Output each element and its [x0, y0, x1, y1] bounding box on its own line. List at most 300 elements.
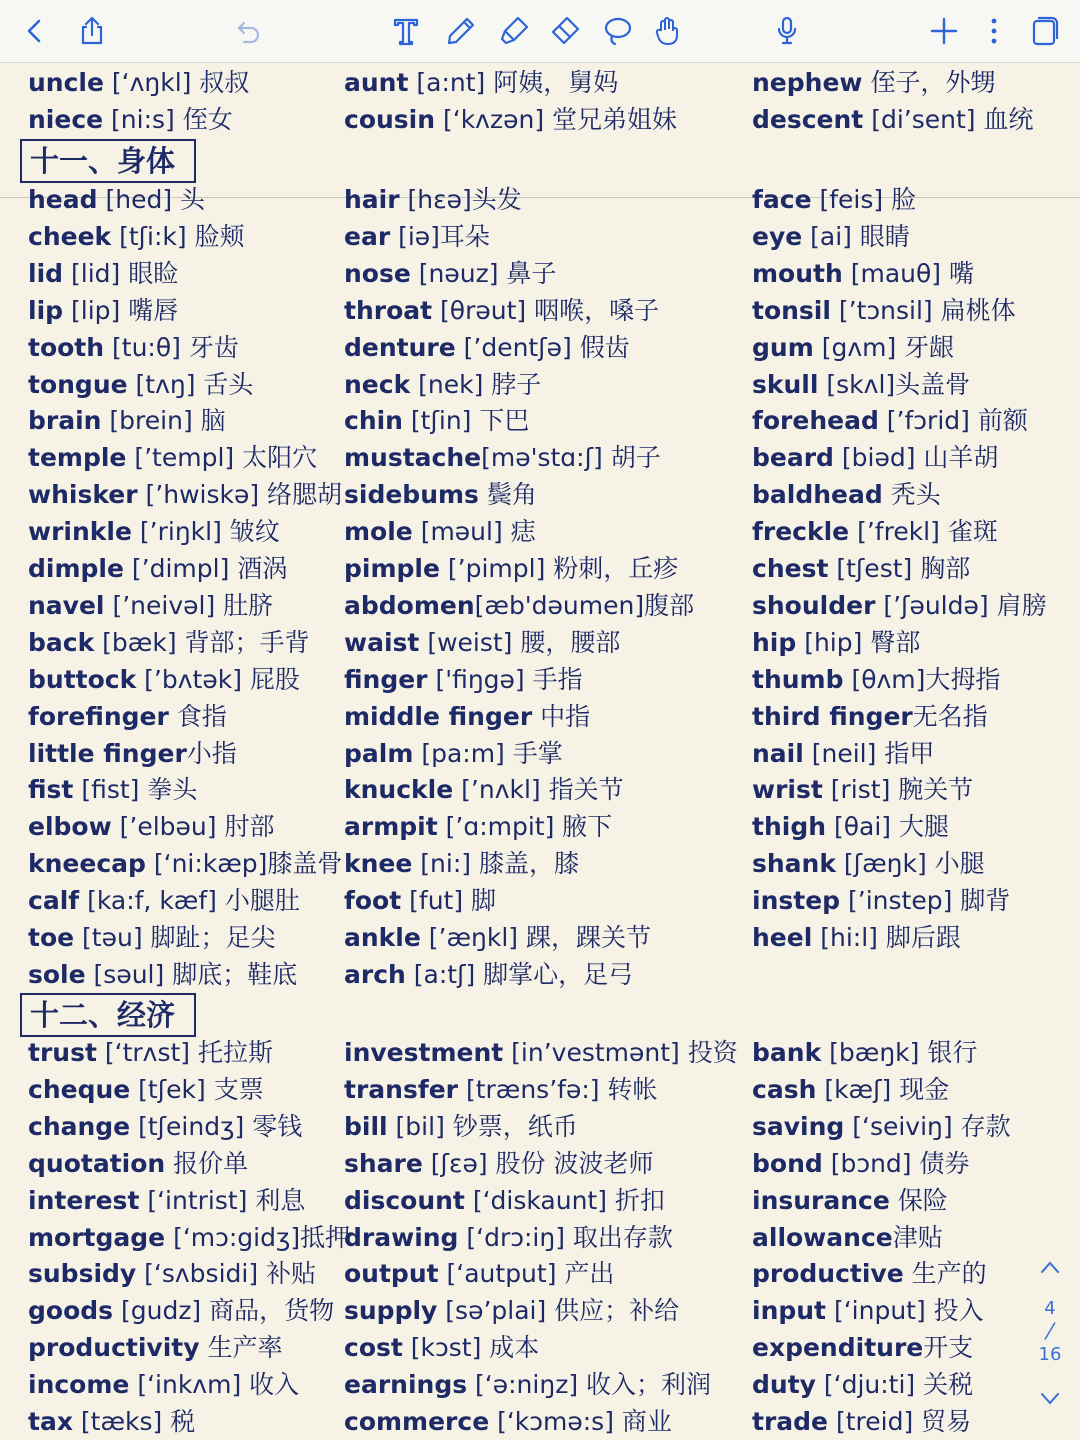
vocab-entry — [28, 665, 300, 695]
vocab-word: buttock — [28, 664, 137, 694]
vocab-definition: [sə’plai] 供应；补给 — [437, 1296, 680, 1326]
vocab-entry — [344, 517, 536, 547]
vocab-word: income — [28, 1370, 130, 1400]
vocab-word: quotation — [28, 1148, 166, 1178]
vocab-word: baldhead — [752, 480, 883, 510]
vocab-entry — [752, 1149, 969, 1179]
vocab-definition: [treid] 贸易 — [828, 1407, 972, 1436]
vocab-entry — [752, 886, 1010, 916]
vocab-entry — [28, 105, 233, 135]
vocab-definition: [nəuz] 鼻子 — [410, 258, 557, 288]
vocab-word: bill — [344, 1111, 388, 1141]
vocab-word: instep — [752, 886, 841, 916]
vocab-entry — [28, 1186, 305, 1216]
vocab-word: calf — [28, 886, 80, 916]
vocab-entry — [344, 222, 490, 252]
vocab-entry — [344, 923, 651, 953]
vocab-word: change — [28, 1111, 131, 1141]
vocab-entry — [28, 68, 249, 98]
vocab-word: tonsil — [752, 295, 831, 325]
vocab-entry — [752, 1370, 973, 1400]
vocab-word: face — [752, 185, 812, 214]
vocab-definition: 食指 — [168, 701, 227, 731]
vocab-entry — [28, 1112, 302, 1142]
vocab-entry — [752, 1223, 943, 1253]
vocab-entry — [344, 105, 677, 135]
vocab-definition: 生产的 — [903, 1259, 987, 1289]
vocab-word: hair — [344, 185, 400, 214]
highlighter-icon[interactable] — [496, 12, 532, 50]
vocab-entry — [752, 1075, 949, 1105]
vocab-entry — [752, 222, 910, 252]
vocab-definition: 中指 — [532, 701, 591, 731]
vocab-definition: [tʃest] 胸部 — [828, 554, 971, 583]
vocab-entry — [752, 1333, 973, 1363]
vocab-entry — [28, 628, 310, 658]
vocab-entry — [344, 1259, 614, 1289]
vocab-word: tongue — [28, 369, 128, 399]
vocab-definition: [‘kʌzən] 堂兄弟姐妹 — [435, 105, 678, 134]
vocab-entry — [344, 1186, 665, 1216]
vocab-word: chin — [344, 406, 403, 436]
vocab-entry — [28, 739, 237, 769]
page-view-icon[interactable] — [1026, 12, 1062, 50]
vocab-word: mouth — [752, 258, 843, 288]
vocab-definition: [’nʌkl] 指关节 — [453, 775, 624, 805]
vocab-entry — [752, 1038, 977, 1068]
vocab-word: beard — [752, 443, 834, 473]
current-page: 4 — [1044, 1298, 1056, 1319]
vocab-word: saving — [752, 1111, 845, 1141]
vocab-word: freckle — [752, 517, 850, 547]
vocab-definition: [’riŋkl] 皱纹 — [131, 517, 280, 547]
vocab-definition: [weist] 腰，腰部 — [419, 627, 621, 657]
vocab-definition: [‘input] 投入 — [826, 1296, 984, 1326]
vocab-entry — [344, 480, 537, 510]
vocab-definition: [’pimpl] 粉刺，丘疹 — [439, 554, 679, 583]
vocab-entry — [28, 702, 227, 732]
vocab-entry — [752, 333, 954, 363]
vocab-entry — [344, 1370, 711, 1400]
vocab-definition: [fut] 脚 — [401, 886, 497, 916]
vocab-word: duty — [752, 1370, 816, 1400]
vocab-entry — [752, 259, 974, 289]
vocab-definition: [hip] 臀部 — [796, 627, 921, 657]
vocab-entry — [28, 849, 342, 879]
vocab-definition: [səul] 脚底；鞋底 — [85, 959, 298, 989]
vocab-entry — [344, 960, 633, 990]
vocab-definition: [θʌm]大拇指 — [843, 664, 1001, 694]
vocab-definition: [in’vestmənt] 投资 — [503, 1038, 738, 1067]
vocab-word: mustache — [344, 443, 482, 473]
vocab-word: cost — [344, 1333, 403, 1363]
vocab-entry — [752, 370, 970, 400]
vocab-entry — [752, 105, 1033, 135]
vocab-word: kneecap — [28, 849, 146, 879]
vocab-definition: [tʃi:k] 脸颊 — [111, 221, 245, 251]
vocab-entry — [752, 591, 1047, 621]
vocab-entry — [28, 775, 197, 805]
vocab-entry — [344, 739, 563, 769]
vocab-entry — [752, 665, 1000, 695]
vocab-definition: [bæŋk] 银行 — [821, 1038, 978, 1067]
vocab-entry — [28, 296, 178, 326]
vocab-entry — [752, 443, 998, 473]
vocab-word: elbow — [28, 812, 112, 842]
vocab-definition: [məul] 痣 — [412, 517, 536, 547]
vocab-word: armpit — [344, 812, 438, 842]
vocab-definition: [tæks] 税 — [72, 1407, 196, 1436]
vocab-word: wrinkle — [28, 517, 132, 547]
lasso-icon[interactable] — [599, 12, 635, 50]
vocab-definition: [tʃek] 支票 — [130, 1074, 264, 1104]
vocab-word: back — [28, 627, 95, 657]
vocab-entry — [28, 1370, 299, 1400]
vocab-word: nose — [344, 258, 411, 288]
vocab-word: shoulder — [752, 590, 876, 620]
vocab-entry — [28, 333, 239, 363]
vocab-word: arch — [344, 959, 406, 989]
vocab-entry — [28, 517, 280, 547]
vocab-entry — [752, 739, 934, 769]
vocab-word: eye — [752, 221, 803, 251]
vocab-word: nail — [752, 738, 804, 768]
vocab-word: denture — [344, 332, 456, 362]
vocab-definition: [kɔst] 成本 — [402, 1333, 540, 1363]
vocab-word: ankle — [344, 923, 421, 952]
share-icon[interactable] — [74, 12, 110, 50]
vocab-definition: [‘inkʌm] 收入 — [129, 1370, 300, 1400]
page-up-icon[interactable] — [1040, 1260, 1060, 1274]
vocab-entry — [344, 296, 659, 326]
vocab-definition: [mə'stɑ:ʃ] 胡子 — [481, 443, 661, 473]
section-title: 十一、身体 — [20, 139, 196, 183]
vocab-entry — [344, 665, 583, 695]
vocab-word: productive — [752, 1259, 904, 1289]
vocab-definition: [gudz] 商品，货物 — [113, 1296, 335, 1326]
vocab-entry — [28, 1259, 316, 1289]
vocab-entry — [28, 960, 297, 990]
vocab-word: allowance — [752, 1222, 893, 1252]
vocab-definition: [’bʌtək] 屁股 — [136, 664, 300, 694]
vocab-entry — [752, 517, 998, 547]
vocab-definition: [neil] 指甲 — [803, 738, 935, 768]
vocab-entry — [752, 1296, 984, 1326]
vocab-definition: [‘ʌŋkl] 叔叔 — [103, 68, 250, 97]
vocab-word: navel — [28, 590, 105, 620]
vocab-definition: [æb'dəumen]腹部 — [474, 590, 695, 620]
vocab-word: subsidy — [28, 1259, 137, 1289]
vocab-word: transfer — [344, 1074, 458, 1104]
vocab-word: chest — [752, 554, 829, 583]
vocab-word: thigh — [752, 812, 827, 842]
vocab-word: thumb — [752, 664, 844, 694]
vocab-definition: [ni:s] 侄女 — [103, 105, 233, 134]
vocab-entry — [28, 1149, 248, 1179]
vocab-word: interest — [28, 1185, 140, 1215]
vocab-entry — [344, 406, 529, 436]
vocab-definition: [‘trʌst] 托拉斯 — [96, 1038, 273, 1067]
vocab-definition: 小指 — [186, 738, 237, 768]
vocab-word: productivity — [28, 1333, 200, 1363]
vocab-word: dimple — [28, 554, 124, 583]
vocab-entry — [752, 68, 995, 98]
vocab-entry — [344, 591, 694, 621]
vocab-definition: 无名指 — [912, 701, 988, 731]
vocab-definition: [’hwiskə] 络腮胡 — [137, 480, 343, 510]
vocab-word: shank — [752, 849, 836, 879]
vocab-word: lip — [28, 295, 64, 325]
vocab-word: cheek — [28, 221, 112, 251]
vocab-entry — [752, 185, 916, 215]
vocab-word: descent — [752, 105, 864, 134]
vocab-word: mole — [344, 517, 413, 547]
vocab-entry — [752, 1259, 987, 1289]
vocab-entry — [28, 480, 342, 510]
vocab-entry — [28, 370, 253, 400]
vocab-entry — [28, 443, 317, 473]
vocab-word: hip — [752, 627, 797, 657]
vocab-entry — [344, 886, 496, 916]
vocab-definition: [gʌm] 牙龈 — [813, 332, 955, 362]
toolbar — [0, 0, 1080, 63]
vocab-word: third finger — [752, 701, 913, 731]
vocab-word: supply — [344, 1296, 438, 1326]
vocab-word: palm — [344, 738, 414, 768]
vocab-definition: [a:nt] 阿姨，舅妈 — [408, 68, 619, 97]
vocab-definition: [iə]耳朵 — [390, 221, 490, 251]
vocab-word: foot — [344, 886, 402, 916]
vocab-word: toe — [28, 923, 75, 952]
vocab-entry — [28, 1075, 264, 1105]
vocab-definition: [‘mɔ:gidʒ]抵押 — [165, 1222, 351, 1252]
vocab-word: input — [752, 1296, 827, 1326]
vocab-entry — [752, 480, 941, 510]
total-pages: 16 — [1038, 1344, 1062, 1365]
vocab-entry — [28, 1296, 334, 1326]
vocab-word: fist — [28, 775, 74, 805]
vocab-word: insurance — [752, 1185, 890, 1215]
add-icon[interactable] — [926, 12, 962, 50]
vocab-word: forehead — [752, 406, 879, 436]
page-indicator — [1020, 1250, 1080, 1420]
vocab-definition: [’ʃəuldə] 肩膀 — [875, 590, 1047, 620]
vocab-word: whisker — [28, 480, 138, 510]
vocab-definition: [‘kɔmə:s] 商业 — [489, 1407, 672, 1436]
vocab-definition: [rist] 腕关节 — [822, 775, 974, 805]
vocab-word: temple — [28, 443, 127, 473]
vocab-entry — [28, 1407, 195, 1437]
vocab-definition: [‘sʌbsidi] 补贴 — [136, 1259, 317, 1289]
vocab-definition: [’templ] 太阳穴 — [126, 443, 318, 473]
vocab-word: wrist — [752, 775, 823, 805]
undo-icon[interactable] — [230, 12, 266, 50]
vocab-word: expenditure — [752, 1333, 924, 1363]
vocab-entry — [752, 554, 970, 584]
more-icon[interactable] — [976, 12, 1012, 50]
vocab-word: earnings — [344, 1370, 468, 1400]
vocab-entry — [344, 1223, 673, 1253]
vocab-word: head — [28, 185, 98, 214]
vocab-entry — [344, 849, 579, 879]
vocab-word: cash — [752, 1074, 817, 1104]
vocab-word: ear — [344, 221, 391, 251]
vocab-word: output — [344, 1259, 439, 1289]
vocab-entry — [344, 1296, 679, 1326]
pen-icon[interactable] — [443, 12, 479, 50]
vocab-entry — [752, 406, 1028, 436]
vocab-word: skull — [752, 369, 819, 399]
vocab-entry — [344, 443, 661, 473]
vocab-definition: [’instep] 脚背 — [840, 886, 1011, 916]
vocab-word: sidebums — [344, 480, 479, 510]
vocab-definition: [’dimpl] 酒涡 — [123, 554, 288, 583]
vocab-entry — [752, 849, 985, 879]
vocab-definition: [kæʃ] 现金 — [816, 1074, 950, 1104]
vocab-definition: 开支 — [923, 1333, 974, 1363]
notebook-page — [0, 62, 1080, 1440]
vocab-definition: [di’sent] 血统 — [863, 105, 1034, 134]
vocab-definition: [‘ə:niŋz] 收入；利润 — [467, 1370, 712, 1400]
vocab-entry — [752, 296, 1016, 326]
vocab-definition: [ʃæŋk] 小腿 — [835, 849, 985, 879]
vocab-word: investment — [344, 1038, 504, 1067]
hand-tool-icon[interactable] — [650, 12, 686, 50]
vocab-definition: [’tɔnsil] 扁桃体 — [830, 295, 1016, 325]
vocab-word: neck — [344, 369, 411, 399]
vocab-definition: [θai] 大腿 — [826, 812, 949, 842]
vocab-definition: [bil] 钞票，纸币 — [387, 1111, 578, 1141]
vocab-definition: [bæk] 背部；手背 — [94, 627, 310, 657]
vocab-definition: [feis] 脸 — [811, 185, 917, 214]
vocab-entry — [344, 812, 612, 842]
vocab-definition: [tu:θ] 牙齿 — [104, 332, 239, 362]
vocab-entry — [28, 923, 276, 953]
vocab-word: finger — [344, 664, 428, 694]
vocab-entry — [28, 591, 273, 621]
vocab-entry — [344, 554, 678, 584]
vocab-definition: [hi:l] 脚后跟 — [812, 923, 961, 952]
vocab-definition: [skʌl]头盖骨 — [818, 369, 971, 399]
vocab-word: cousin — [344, 105, 436, 134]
vocab-entry — [28, 1223, 350, 1253]
vocab-entry — [28, 554, 287, 584]
vocab-definition: [’neivəl] 肚脐 — [104, 590, 274, 620]
vocab-definition: [tʃeindʒ] 零钱 — [130, 1111, 303, 1141]
vocab-entry — [344, 1333, 539, 1363]
vocab-entry — [752, 812, 949, 842]
vocab-definition: 秃头 — [882, 480, 941, 510]
vocab-word: middle finger — [344, 701, 533, 731]
vocab-word: knee — [344, 849, 413, 879]
vocab-definition: [nek] 脖子 — [410, 369, 542, 399]
vocab-word: heel — [752, 923, 813, 952]
vocab-definition: [‘seiviŋ] 存款 — [844, 1111, 1011, 1141]
vocab-word: tooth — [28, 332, 105, 362]
vocab-definition: 鬓角 — [478, 480, 537, 510]
vocab-definition: [a:tʃ] 脚掌心，足弓 — [405, 959, 634, 989]
vocab-definition: [lip] 嘴唇 — [63, 295, 179, 325]
vocab-definition: [‘diskaunt] 折扣 — [464, 1185, 665, 1215]
vocab-word: nephew — [752, 68, 863, 97]
vocab-definition: [tʃin] 下巴 — [402, 406, 530, 436]
vocab-definition: [θrəut] 咽喉，嗓子 — [432, 295, 660, 325]
vocab-definition: [fist] 拳头 — [73, 775, 198, 805]
vocab-definition: ['fiŋgə] 手指 — [427, 664, 583, 694]
vocab-entry — [28, 886, 300, 916]
vocab-definition: [ni:] 膝盖，膝 — [412, 849, 579, 879]
vocab-definition: [‘intrist] 利息 — [139, 1185, 306, 1215]
back-icon[interactable] — [16, 12, 52, 50]
vocab-entry — [344, 1149, 653, 1179]
vocab-word: drawing — [344, 1222, 459, 1252]
vocab-entry — [344, 1407, 672, 1437]
vocab-entry — [344, 68, 618, 98]
vocab-definition: [ʃεə] 股份 波波老师 — [422, 1148, 654, 1178]
vocab-definition: 保险 — [889, 1185, 948, 1215]
vocab-definition: [‘dju:ti] 关税 — [815, 1370, 974, 1400]
vocab-word: waist — [344, 627, 420, 657]
vocab-definition: [lid] 眼睑 — [63, 258, 179, 288]
vocab-definition: [tʌŋ] 舌头 — [127, 369, 254, 399]
vocab-entry — [344, 185, 522, 215]
vocab-entry — [752, 628, 920, 658]
vocab-entry — [28, 812, 274, 842]
vocab-definition: [ai] 眼睛 — [802, 221, 910, 251]
text-tool-icon[interactable] — [388, 12, 424, 50]
eraser-icon[interactable] — [547, 12, 583, 50]
vocab-definition: [‘ni:kæp]膝盖骨 — [145, 849, 343, 879]
vocab-entry — [28, 185, 205, 215]
vocab-entry — [28, 259, 178, 289]
vocab-word: trade — [752, 1407, 829, 1436]
vocab-word: mortgage — [28, 1222, 166, 1252]
vocab-word: goods — [28, 1296, 114, 1326]
vocab-entry — [28, 1333, 283, 1363]
vocab-entry — [752, 775, 973, 805]
vocab-word: uncle — [28, 68, 104, 97]
vocab-entry — [752, 923, 961, 953]
vocab-word: aunt — [344, 68, 409, 97]
vocab-entry — [344, 259, 556, 289]
vocab-word: sole — [28, 959, 86, 989]
vocab-entry — [344, 775, 624, 805]
vocab-entry — [28, 406, 226, 436]
vocab-definition: [’frekl] 雀斑 — [849, 517, 998, 547]
vocab-word: commerce — [344, 1407, 490, 1436]
vocab-definition: [‘autput] 产出 — [438, 1259, 615, 1289]
page-down-icon[interactable] — [1040, 1392, 1060, 1406]
vocab-definition: [bɔnd] 债券 — [822, 1148, 970, 1178]
vocab-word: abdomen — [344, 590, 475, 620]
vocab-definition: [‘drɔ:iŋ] 取出存款 — [458, 1222, 673, 1252]
vocab-entry — [344, 1112, 578, 1142]
vocab-word: pimple — [344, 554, 440, 583]
vocab-definition: [hed] 头 — [97, 185, 206, 214]
microphone-icon[interactable] — [769, 12, 805, 50]
vocab-entry — [28, 1038, 273, 1068]
vocab-definition: [brein] 脑 — [101, 406, 226, 436]
vocab-word: bank — [752, 1038, 822, 1067]
vocab-entry — [752, 1407, 971, 1437]
vocab-word: cheque — [28, 1074, 131, 1104]
vocab-definition: [pa:m] 手掌 — [413, 738, 563, 768]
vocab-word: tax — [28, 1407, 73, 1436]
vocab-word: lid — [28, 258, 64, 288]
vocab-entry — [28, 222, 245, 252]
vocab-entry — [344, 370, 541, 400]
vocab-word: bond — [752, 1148, 823, 1178]
